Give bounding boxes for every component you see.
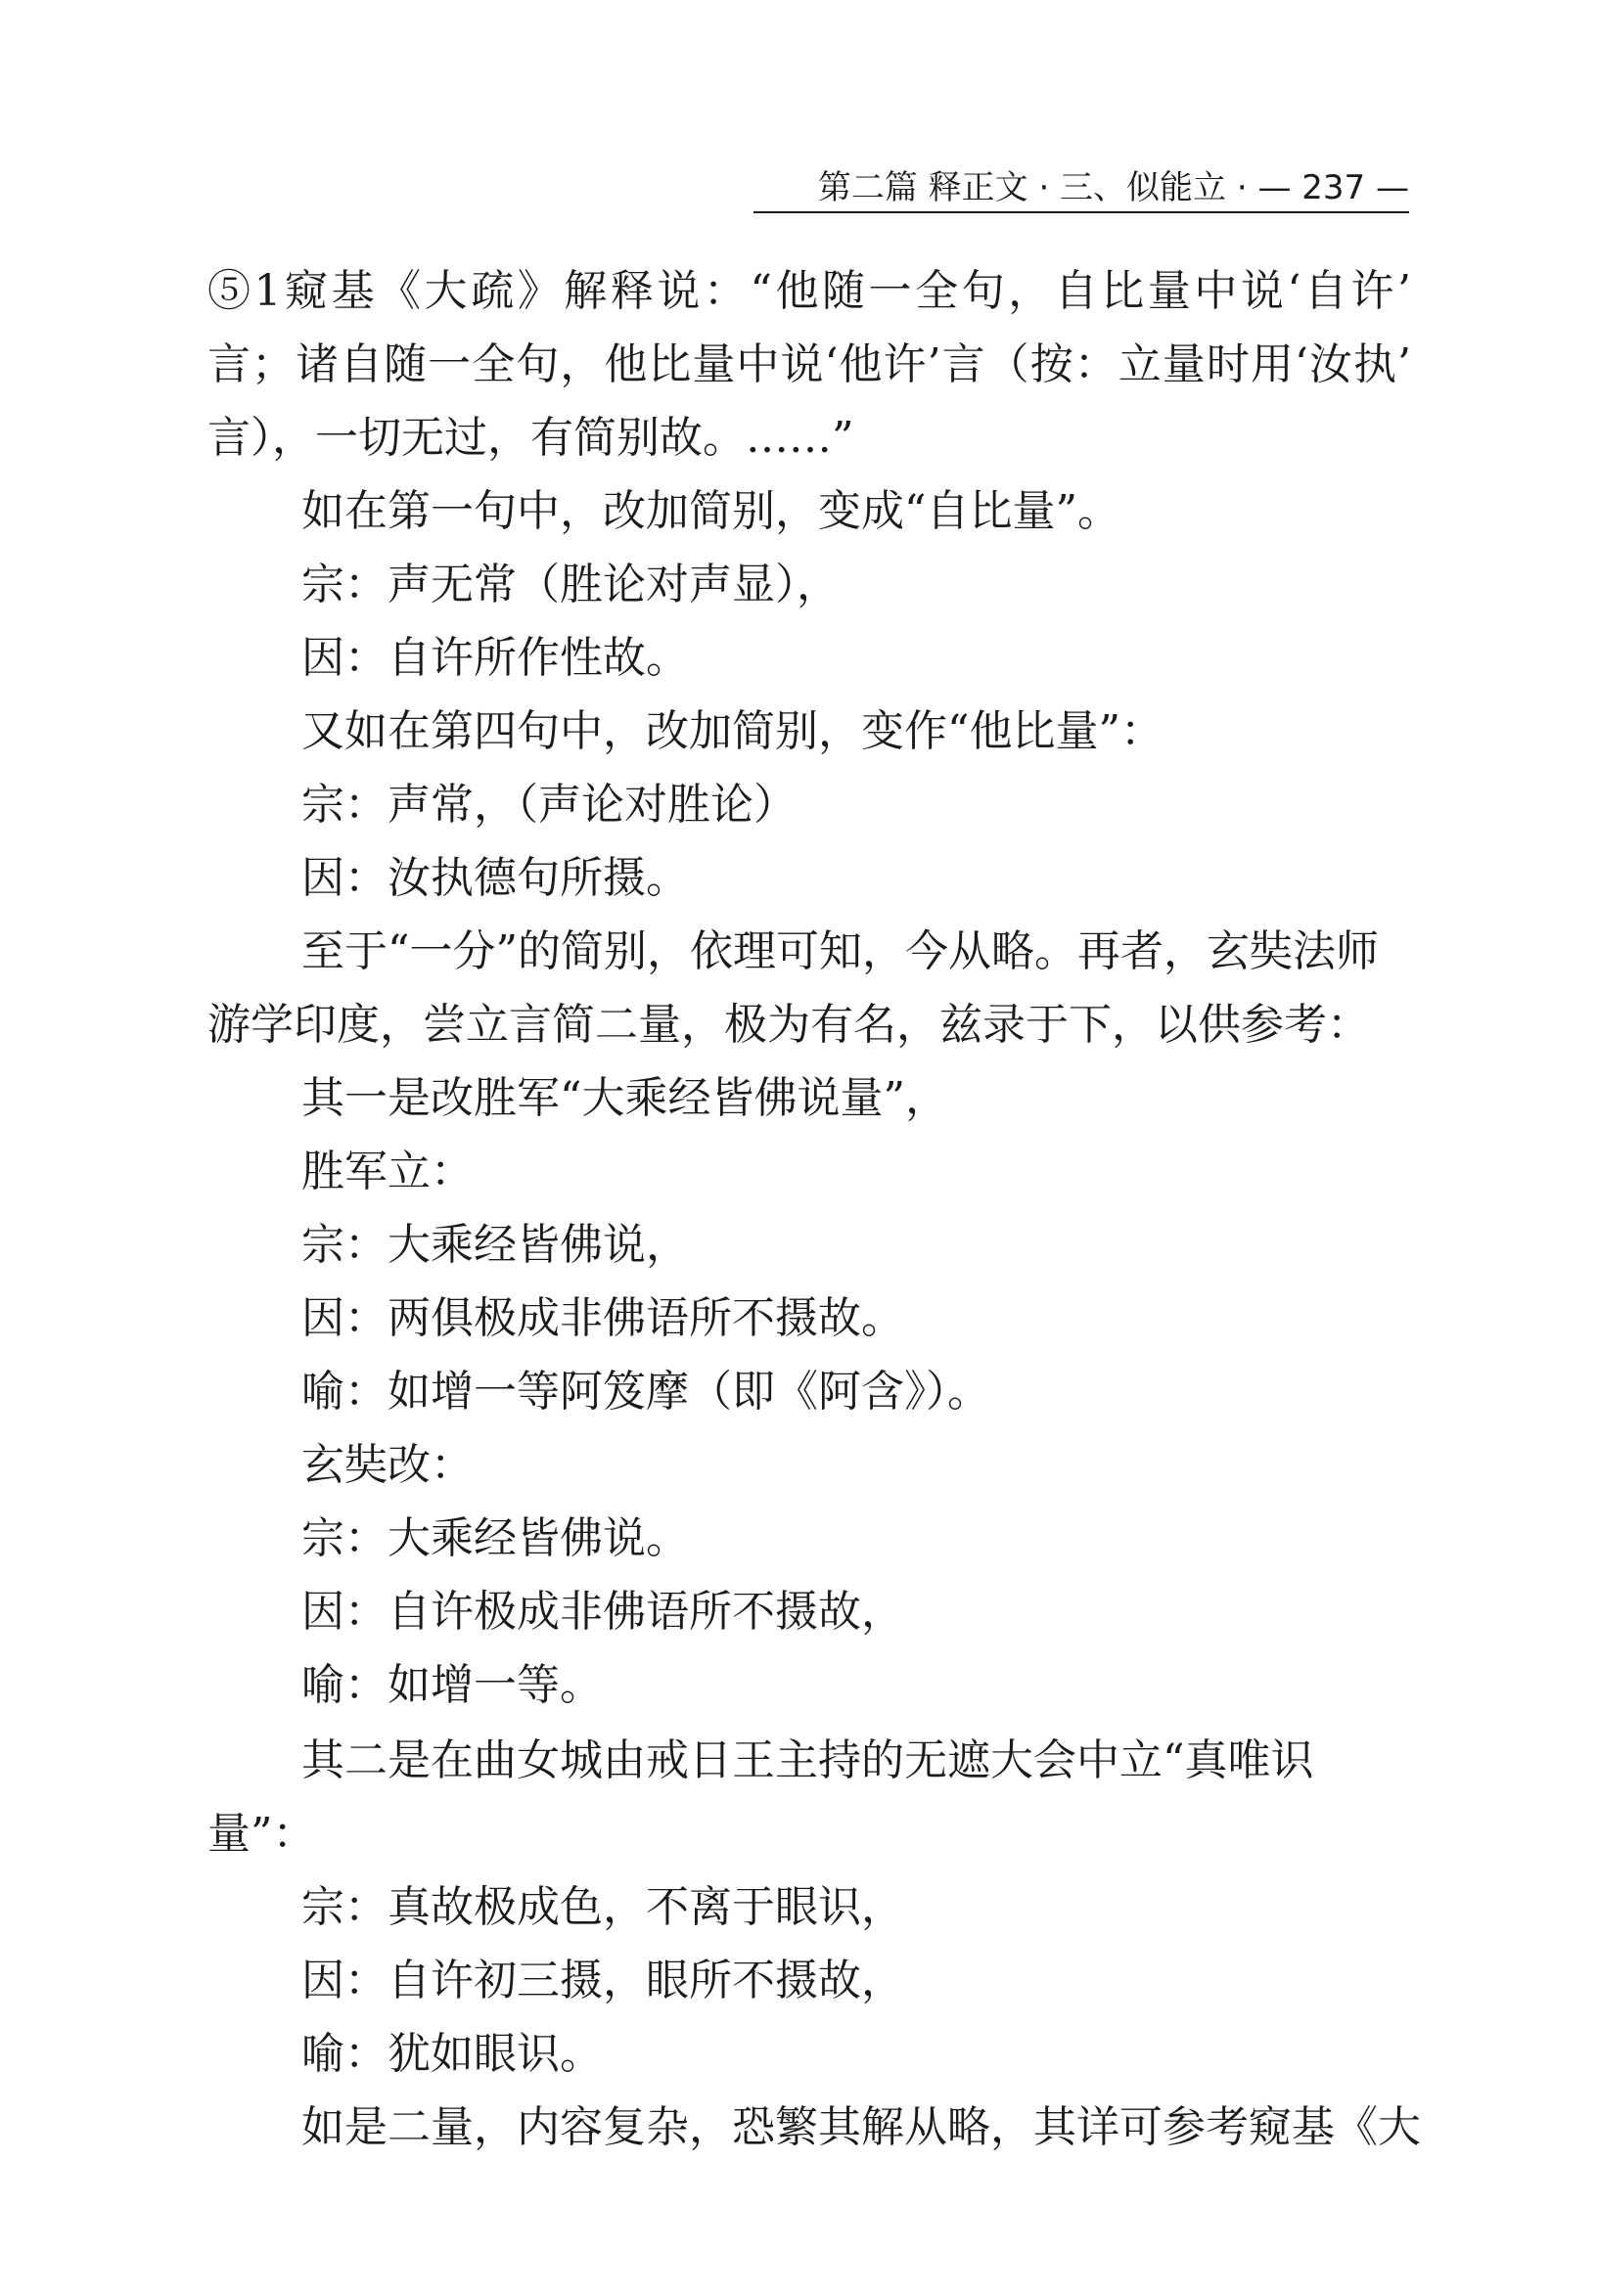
text-line: 游学印度，尝立言简二量，极为有名，兹录于下，以供参考： [207,1000,1370,1050]
text-line: 喻：犹如眼识。 [301,2029,603,2079]
text-line: 如在第一句中，改加简别，变成“自比量”。 [301,486,1120,536]
text-line: 宗：大乘经皆佛说， [301,1220,689,1270]
text-line: ⑤1窥基《大疏》解释说：“他随一全句，自比量中说‘自许’ [207,266,1411,316]
text-line: 至于“一分”的简别，依理可知，今从略。再者，玄奘法师 [301,926,1379,976]
text-line: 宗：真故极成色，不离于眼识， [301,1882,904,1932]
text-line: 言；诸自随一全句，他比量中说‘他许’言（按：立量时用‘汝执’ [207,339,1411,389]
text-line: 又如在第四句中，改加简别，变作“他比量”： [301,706,1164,756]
text-line: 喻：如增一等阿笈摩（即《阿含》）。 [301,1367,990,1417]
text-line: 宗：声无常（胜论对声显）， [301,560,840,609]
running-head: 第二篇 释正文 · 三、似能立 · — 237 — [753,164,1409,213]
text-line: 言），一切无过，有简别故。……” [207,413,854,463]
text-line: 因：自许初三摄，眼所不摄故， [301,1956,904,2005]
text-line: 其一是改胜军“大乘经皆佛说量”， [301,1073,948,1123]
text-line: 其二是在曲女城由戒日王主持的无遮大会中立“真唯识 [301,1735,1314,1785]
text-line: 因：汝执德句所摄。 [301,853,689,903]
text-line: 因：两俱极成非佛语所不摄故。 [301,1293,904,1343]
text-line: 因：自许所作性故。 [301,633,689,683]
text-line: 喻：如增一等。 [301,1660,603,1710]
text-line: 如是二量，内容复杂，恐繁其解从略，其详可参考窥基《大 [301,2102,1421,2152]
text-line: 宗：大乘经皆佛说。 [301,1513,689,1563]
text-line: 玄奘改： [301,1440,474,1490]
text-line: 胜军立： [301,1147,474,1196]
text-line: 宗：声常，（声论对胜论） [301,780,797,830]
text-line: 因：自许极成非佛语所不摄故， [301,1587,904,1637]
text-line: 量”： [207,1809,316,1859]
